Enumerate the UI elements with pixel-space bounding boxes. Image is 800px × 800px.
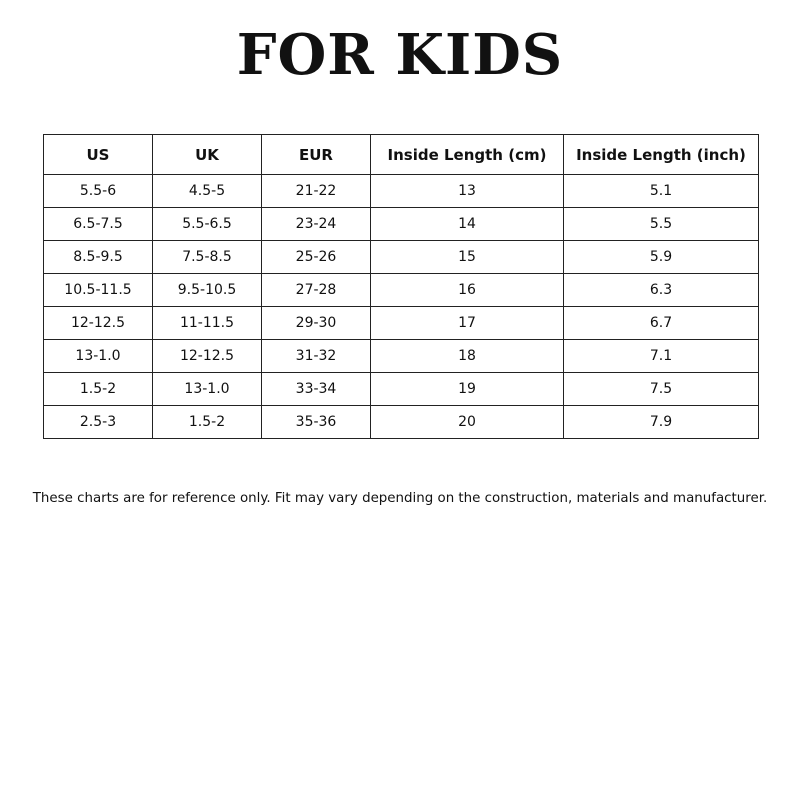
cell-eur: 31-32	[262, 340, 371, 373]
cell-uk: 9.5-10.5	[153, 274, 262, 307]
cell-eur: 21-22	[262, 175, 371, 208]
table-row	[44, 340, 759, 373]
cell-us: 2.5-3	[44, 406, 153, 439]
header-uk: UK	[153, 135, 262, 175]
cell-length-inch: 6.3	[564, 274, 759, 307]
table-row	[44, 406, 759, 439]
cell-length-cm: 19	[371, 373, 564, 406]
page-title: FOR KIDS	[236, 22, 564, 88]
cell-length-cm: 17	[371, 307, 564, 340]
table-row	[44, 274, 759, 307]
cell-uk: 4.5-5	[153, 175, 262, 208]
cell-uk: 11-11.5	[153, 307, 262, 340]
cell-length-cm: 16	[371, 274, 564, 307]
cell-eur: 35-36	[262, 406, 371, 439]
table-row	[44, 175, 759, 208]
header-us: US	[44, 135, 153, 175]
cell-us: 13-1.0	[44, 340, 153, 373]
size-chart-table	[43, 134, 759, 439]
cell-length-inch: 7.1	[564, 340, 759, 373]
cell-eur: 27-28	[262, 274, 371, 307]
cell-length-inch: 7.5	[564, 373, 759, 406]
reference-note: These charts are for reference only. Fit may vary depending on the construction, materials and manufacturer.	[32, 491, 768, 506]
cell-uk: 12-12.5	[153, 340, 262, 373]
cell-length-inch: 5.9	[564, 241, 759, 274]
cell-uk: 7.5-8.5	[153, 241, 262, 274]
cell-us: 5.5-6	[44, 175, 153, 208]
cell-length-inch: 6.7	[564, 307, 759, 340]
table-row	[44, 373, 759, 406]
cell-length-cm: 13	[371, 175, 564, 208]
cell-us: 10.5-11.5	[44, 274, 153, 307]
table-row	[44, 241, 759, 274]
cell-length-inch: 5.5	[564, 208, 759, 241]
cell-eur: 25-26	[262, 241, 371, 274]
cell-length-inch: 5.1	[564, 175, 759, 208]
cell-us: 6.5-7.5	[44, 208, 153, 241]
cell-us: 1.5-2	[44, 373, 153, 406]
cell-eur: 23-24	[262, 208, 371, 241]
cell-length-inch: 7.9	[564, 406, 759, 439]
table-row	[44, 208, 759, 241]
table-row	[44, 307, 759, 340]
cell-eur: 33-34	[262, 373, 371, 406]
header-inside-length-inch: Inside Length (inch)	[564, 135, 759, 175]
cell-eur: 29-30	[262, 307, 371, 340]
header-eur: EUR	[262, 135, 371, 175]
cell-length-cm: 18	[371, 340, 564, 373]
cell-length-cm: 15	[371, 241, 564, 274]
header-inside-length-cm: Inside Length (cm)	[371, 135, 564, 175]
cell-uk: 13-1.0	[153, 373, 262, 406]
cell-length-cm: 14	[371, 208, 564, 241]
cell-uk: 5.5-6.5	[153, 208, 262, 241]
cell-us: 8.5-9.5	[44, 241, 153, 274]
cell-us: 12-12.5	[44, 307, 153, 340]
table-body	[44, 175, 759, 439]
table-header	[44, 135, 759, 175]
cell-length-cm: 20	[371, 406, 564, 439]
header-row	[44, 135, 759, 175]
cell-uk: 1.5-2	[153, 406, 262, 439]
